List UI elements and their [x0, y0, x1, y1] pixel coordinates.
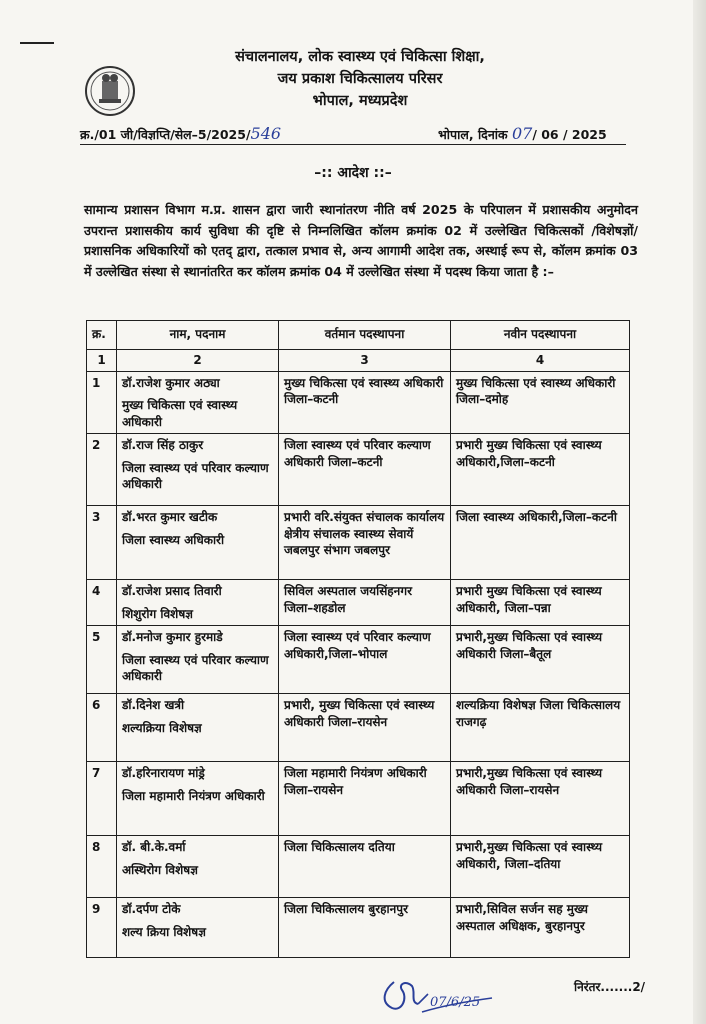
doctor-designation: अस्थिरोग विशेषज्ञ [122, 862, 198, 877]
row-name-designation [117, 762, 279, 836]
header-line-3: भोपाल, मध्यप्रदेश [312, 93, 408, 109]
doctor-designation: शिशुरोग विशेषज्ञ [122, 606, 193, 621]
row-name-designation [117, 694, 279, 762]
row-new-posting: प्रभारी,सिविल सर्जन सह मुख्य अस्पताल अधिक्षक, बुरहानपुर [451, 898, 630, 958]
doctor-name: डॉ. बी.के.वर्मा [122, 840, 186, 854]
table-row [87, 626, 630, 694]
table-row [87, 762, 630, 836]
signature-date: 07/6/25 [430, 995, 481, 1010]
row-new-posting: प्रभारी,मुख्य चिकित्सा एवं स्वास्थ्य अधिकारी जिला–रायसेन [451, 762, 630, 836]
reference-handwritten-number: 546 [250, 124, 282, 143]
row-new-posting: प्रभारी,मुख्य चिकित्सा एवं स्वास्थ्य अधिकारी, जिला–दतिया [451, 836, 630, 898]
row-new-posting: प्रभारी मुख्य चिकित्सा एवं स्वास्थ्य अधिकारी, जिला–पन्ना [451, 580, 630, 626]
handwritten-signature [372, 972, 532, 1022]
row-name-designation [117, 371, 279, 434]
table-row [87, 580, 630, 626]
doctor-name: डॉ.दिनेश खत्री [122, 698, 185, 712]
transfer-table [86, 320, 630, 958]
row-new-posting: शल्यक्रिया विशेषज्ञ जिला चिकित्सालय राजगढ़ [451, 694, 630, 762]
row-name-designation [117, 898, 279, 958]
row-name-designation [117, 506, 279, 580]
doctor-name: डॉ.भरत कुमार खटीक [122, 510, 218, 524]
doctor-name: डॉ.हरिनारायण मांड्रे [122, 766, 205, 780]
col-number-3: 3 [279, 350, 451, 372]
top-dash-mark [20, 42, 54, 44]
row-serial: 3 [87, 506, 117, 580]
order-date [438, 124, 607, 143]
header-name: नाम, पदनाम [117, 321, 279, 350]
doctor-designation: जिला स्वास्थ्य अधिकारी [122, 532, 225, 547]
reference-prefix: क्र./01 जी/विज्ञप्ति/सेल–5/2025/ [80, 127, 251, 142]
table-header-row [87, 321, 630, 350]
doctor-designation: जिला महामारी नियंत्रण अधिकारी [122, 788, 265, 803]
doctor-name: डॉ.राज सिंह ठाकुर [122, 438, 204, 452]
header-new-posting: नवीन पदस्थापना [451, 321, 630, 350]
table-row [87, 371, 630, 434]
column-number-row [87, 350, 630, 372]
row-serial: 9 [87, 898, 117, 958]
row-new-posting: प्रभारी मुख्य चिकित्सा एवं स्वास्थ्य अधिकारी,जिला–कटनी [451, 434, 630, 506]
row-current-posting: सिविल अस्पताल जयसिंहनगर जिला–शहडोल [279, 580, 451, 626]
row-current-posting: जिला चिकित्सालय दतिया [279, 836, 451, 898]
row-current-posting: जिला महामारी नियंत्रण अधिकारी जिला–रायसेन [279, 762, 451, 836]
row-name-designation [117, 626, 279, 694]
doctor-designation: शल्य क्रिया विशेषज्ञ [122, 924, 206, 939]
doctor-name: डॉ.राजेश प्रसाद तिवारी [122, 584, 222, 598]
row-new-posting: मुख्य चिकित्सा एवं स्वास्थ्य अधिकारी जिला–दमोह [451, 371, 630, 434]
reference-row [80, 118, 626, 144]
row-serial: 8 [87, 836, 117, 898]
col-number-2: 2 [117, 350, 279, 372]
doctor-name: डॉ.दर्पण टोके [122, 902, 181, 916]
header-serial: क्र. [87, 321, 117, 350]
row-current-posting: जिला चिकित्सालय बुरहानपुर [279, 898, 451, 958]
office-header [150, 46, 570, 112]
row-serial: 6 [87, 694, 117, 762]
doctor-name: डॉ.मनोज कुमार हुरमाडे [122, 630, 223, 644]
order-title: –:: आदेश ::– [314, 165, 392, 181]
header-line-1: संचालनालय, लोक स्वास्थ्य एवं चिकित्सा शिक्षा, [235, 49, 485, 65]
row-current-posting: प्रभारी वरि.संयुक्त संचालक कार्यालय क्षेत्रीय संचालक स्वास्थ्य सेवायें जबलपुर संभाग जबलपुर [279, 506, 451, 580]
row-serial: 1 [87, 371, 117, 434]
table-row [87, 434, 630, 506]
row-name-designation [117, 836, 279, 898]
row-new-posting: जिला स्वास्थ्य अधिकारी,जिला–कटनी [451, 506, 630, 580]
table-row [87, 836, 630, 898]
row-current-posting: जिला स्वास्थ्य एवं परिवार कल्याण अधिकारी जिला–कटनी [279, 434, 451, 506]
reference-number [80, 124, 281, 143]
col-number-1: 1 [87, 350, 117, 372]
reference-divider [80, 144, 626, 145]
row-serial: 2 [87, 434, 117, 506]
row-serial: 5 [87, 626, 117, 694]
header-line-2: जय प्रकाश चिकित्सालय परिसर [277, 71, 443, 87]
order-paragraph: सामान्य प्रशासन विभाग म.प्र. शासन द्वारा जारी स्थानांतरण नीति वर्ष 2025 के परिपालन में प्रशासकीय अनुमोदन उपरान्त प्रशासकीय कार्य सुविधा की दृष्टि से निम्नलिखित कॉलम क्रमांक 02 में उल्लेखित चिकित्सकों /विशेषज्ञों/प्रशासनिक अधिकारियों को एतद् द्वारा, तत्काल प्रभाव से, अन्य आगामी आदेश तक, अस्थाई रूप से, कॉलम क्रमांक 03 में उल्लेखित संस्था से स्थानांतरित कर कॉलम क्रमांक 04 में उल्लेखित संस्था में पदस्थ किया जाता है :– [84, 202, 638, 279]
row-new-posting: प्रभारी,मुख्य चिकित्सा एवं स्वास्थ्य अधिकारी जिला–बैतूल [451, 626, 630, 694]
doctor-designation: शल्यक्रिया विशेषज्ञ [122, 720, 202, 735]
table-row [87, 898, 630, 958]
date-handwritten-day: 07 [511, 124, 533, 143]
doctor-designation: जिला स्वास्थ्य एवं परिवार कल्याण अधिकारी [122, 460, 269, 491]
doctor-name: डॉ.राजेश कुमार अठ्या [122, 375, 220, 390]
state-emblem-logo [84, 63, 136, 119]
row-current-posting: जिला स्वास्थ्य एवं परिवार कल्याण अधिकारी,जिला–भोपाल [279, 626, 451, 694]
row-current-posting: प्रभारी, मुख्य चिकित्सा एवं स्वास्थ्य अधिकारी जिला–रायसेन [279, 694, 451, 762]
table-row [87, 694, 630, 762]
row-name-designation [117, 434, 279, 506]
table-body [87, 371, 630, 958]
continued-marker: निरंतर.......2/ [574, 980, 646, 994]
table-row [87, 506, 630, 580]
date-suffix: / 06 / 2025 [532, 127, 607, 142]
row-serial: 7 [87, 762, 117, 836]
row-serial: 4 [87, 580, 117, 626]
doctor-designation: जिला स्वास्थ्य एवं परिवार कल्याण अधिकारी [122, 652, 269, 683]
date-prefix: भोपाल, दिनांक [438, 127, 512, 142]
page-edge-shadow [693, 0, 706, 1024]
doctor-designation: मुख्य चिकित्सा एवं स्वास्थ्य अधिकारी [122, 398, 238, 429]
row-name-designation [117, 580, 279, 626]
header-current-posting: वर्तमान पदस्थापना [279, 321, 451, 350]
col-number-4: 4 [451, 350, 630, 372]
row-current-posting: मुख्य चिकित्सा एवं स्वास्थ्य अधिकारी जिला–कटनी [279, 371, 451, 434]
